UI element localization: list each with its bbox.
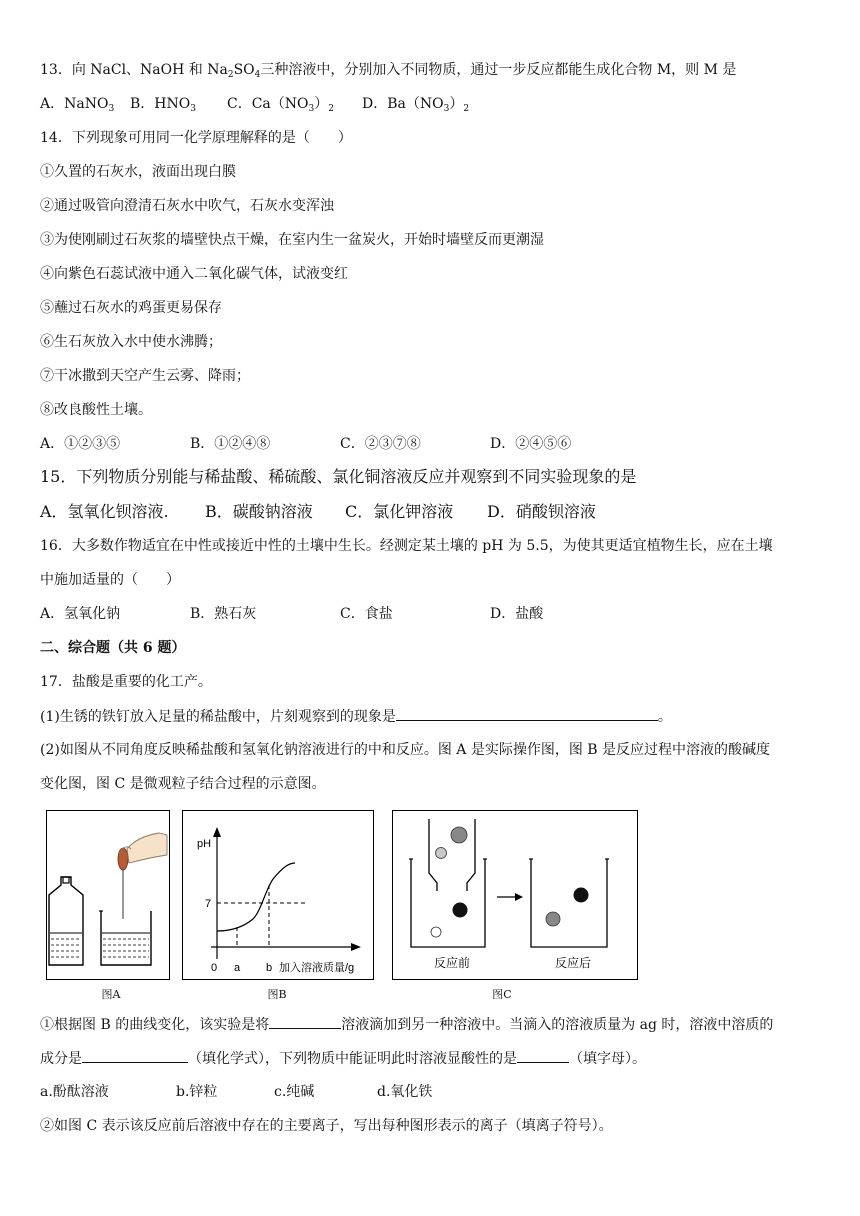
figure-b [182, 810, 374, 980]
q14-item: ⑤蘸过石灰水的鸡蛋更易保存 [40, 300, 222, 316]
q13-option-c: C．$Ca(NO_3)_2$ [227, 96, 334, 114]
q14-item: ②通过吸管向澄清石灰水中吹气，石灰水变浑浊 [40, 198, 334, 214]
q13-stem: 13．向 NaCl、NaOH 和 $Na_2SO_4$三种溶液中，分别加入不同物质，通过一步反应都能生成化合物 M，则 M 是 [40, 62, 737, 80]
after-label: 反应后 [555, 956, 592, 970]
q16-options [40, 604, 543, 624]
q14-stem: 14．下列现象可用同一化学原理解释的是（ ） [40, 130, 352, 146]
q13-option-b: B．$HNO_3$ [130, 96, 196, 114]
answer-blank [82, 1048, 188, 1063]
figure-b-graph [183, 811, 373, 979]
q14-option-c: C．②③⑦⑧ [340, 436, 421, 452]
q15-stem: 15．下列物质分别能与稀盐酸、稀硫酸、氯化铜溶液反应并观察到不同实验现象的是 [40, 467, 637, 486]
q14-option-d: D．②④⑤⑥ [490, 436, 572, 452]
x-tick-label-b: b [266, 962, 273, 974]
q14-item: ④向紫色石蕊试液中通入二氧化碳气体，试液变红 [40, 266, 348, 282]
figure-a-caption: 图A [101, 988, 121, 1001]
figure-c-caption: 图C [492, 988, 512, 1001]
q14-option-b: B．①②④⑧ [190, 436, 271, 452]
q14-item: ⑧改良酸性土壤。 [40, 402, 152, 418]
q14-options [40, 434, 571, 454]
q14-item: ⑥生石灰放入水中使水沸腾； [40, 334, 222, 350]
q16-stem-line2: 中施加适量的（ ） [40, 572, 180, 588]
q14-item: ③为使刚刷过石灰浆的墙壁快点干燥，在室内生一盆炭火，开始时墙壁反而更潮湿 [40, 232, 544, 248]
q17-sub1-line2: 成分是 （填化学式），下列物质中能证明此时溶液显酸性的是 （填字母）。 [40, 1048, 646, 1069]
figure-c-diagram [393, 811, 637, 979]
q16-option-d: D．盐酸 [490, 606, 544, 622]
q15-option-a: A．氢氧化钡溶液. [40, 502, 169, 521]
q16-option-c: C．食盐 [340, 606, 393, 622]
q16-option-b: B．熟石灰 [190, 606, 257, 622]
y-axis-label: pH [197, 838, 212, 850]
q17-part2-line1: (2)如图从不同角度反映稀盐酸和氢氧化钠溶液进行的中和反应。图 A 是实际操作图，图 B 是反应过程中溶液的酸碱度 [40, 742, 771, 758]
q17-part1: (1)生锈的铁钉放入足量的稀盐酸中，片刻观察到的现象是 。 [40, 706, 672, 727]
answer-blank [517, 1048, 569, 1063]
figure-a [46, 810, 170, 980]
choice-c: c.纯碱 [274, 1084, 315, 1100]
before-label: 反应前 [434, 956, 471, 970]
q17-sub2: ②如图 C 表示该反应前后溶液中存在的主要离子，写出每种图形表示的离子（填离子符号）。 [40, 1118, 613, 1134]
q17-choices [40, 1082, 432, 1102]
origin-label: 0 [211, 962, 218, 974]
q15-option-b: B．碳酸钠溶液 [205, 502, 313, 521]
answer-blank [396, 706, 658, 721]
x-tick-label-a: a [234, 962, 241, 974]
q16-option-a: A．氢氧化钠 [40, 606, 121, 622]
section-heading: 二、综合题（共 6 题） [40, 640, 186, 656]
q14-item: ①久置的石灰水，液面出现白膜 [40, 164, 236, 180]
q17-sub1-line1: ①根据图 B 的曲线变化，该实验是将 溶液滴加到另一种溶液中。当滴入的溶液质量为 ag 时，溶液中溶质的 [40, 1014, 773, 1035]
choice-d: d.氧化铁 [377, 1084, 433, 1100]
choice-b: b.锌粒 [176, 1084, 218, 1100]
q14-option-a: A．①②③⑤ [40, 436, 121, 452]
q14-item: ⑦干冰撒到天空产生云雾、降雨； [40, 368, 250, 384]
q13-option-a: A．NaNO$_3$ [40, 96, 115, 114]
choice-a: a.酚酞溶液 [40, 1084, 109, 1100]
y-tick-label: 7 [205, 898, 212, 910]
q17-part2-line2: 变化图，图 C 是微观粒子结合过程的示意图。 [40, 776, 326, 792]
figure-a-drawing [47, 811, 169, 979]
q17-stem: 17．盐酸是重要的化工产。 [40, 674, 212, 690]
q13-options [40, 94, 469, 114]
q15-options [40, 502, 596, 522]
figure-b-caption: 图B [267, 988, 287, 1001]
q15-option-d: D．硝酸钡溶液 [487, 502, 596, 521]
answer-blank [269, 1014, 341, 1029]
q15-option-c: C．氯化钾溶液 [345, 502, 454, 521]
figure-c [392, 810, 638, 980]
x-axis-label: 加入溶液质量/g [279, 962, 355, 974]
q16-stem-line1: 16．大多数作物适宜在中性或接近中性的土壤中生长。经测定某土壤的 pH 为 5.5，为使其更适宜植物生长，应在土壤 [40, 538, 773, 554]
q13-option-d: D．$Ba(NO_3)_2$ [362, 96, 470, 114]
